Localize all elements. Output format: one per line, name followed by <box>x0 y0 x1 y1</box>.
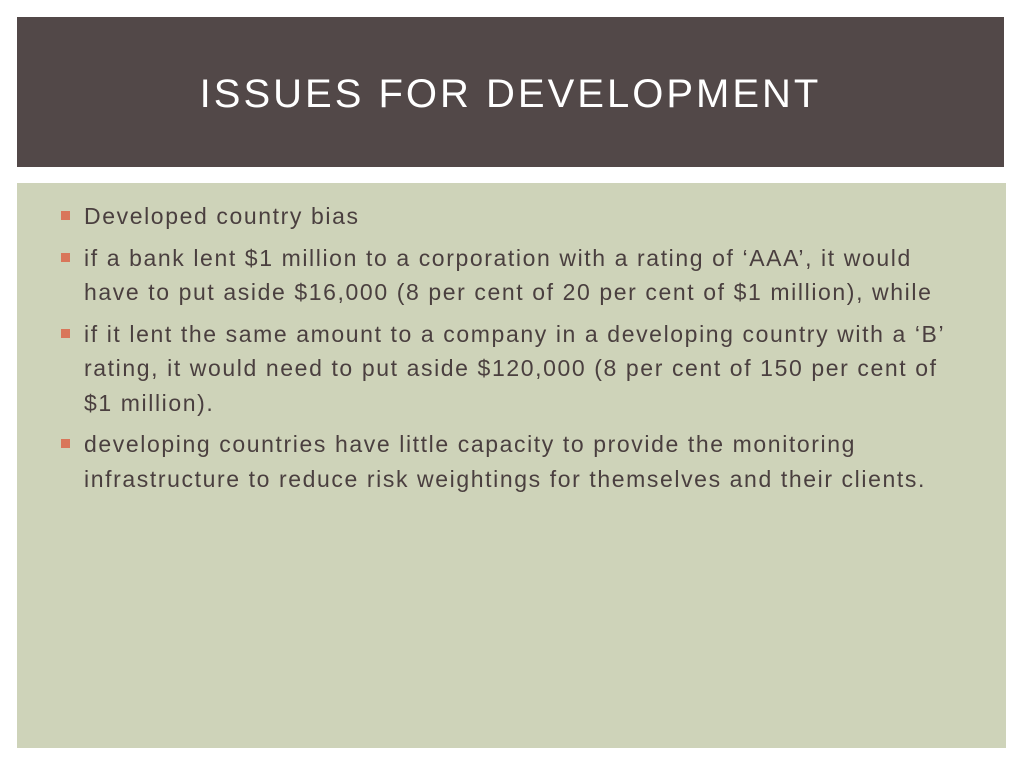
square-bullet-icon <box>61 329 70 338</box>
slide-title: ISSUES FOR DEVELOPMENT <box>199 71 822 116</box>
bullet-text: developing countries have little capacity to provide the monitoring infrastructure to reduce risk weightings for themselves and their clients. <box>84 431 926 492</box>
square-bullet-icon <box>61 439 70 448</box>
title-bar <box>17 17 1004 167</box>
bullet-text: Developed country bias <box>84 203 360 229</box>
bullet-item <box>61 241 961 310</box>
bullet-item <box>61 199 961 234</box>
bullet-item <box>61 427 961 496</box>
bullet-list <box>61 199 961 503</box>
content-panel <box>17 183 1006 748</box>
bullet-text: if it lent the same amount to a company in a developing country with a ‘B’ rating, it would need to put aside $120,000 (8 per cent of 150 per cent of $1 million). <box>84 320 945 416</box>
square-bullet-icon <box>61 211 70 220</box>
square-bullet-icon <box>61 253 70 262</box>
bullet-item <box>61 317 961 421</box>
bullet-text: if a bank lent $1 million to a corporation with a rating of ‘AAA’, it would have to put aside $16,000 (8 per cent of 20 per cent of $1 million), while <box>84 244 933 305</box>
